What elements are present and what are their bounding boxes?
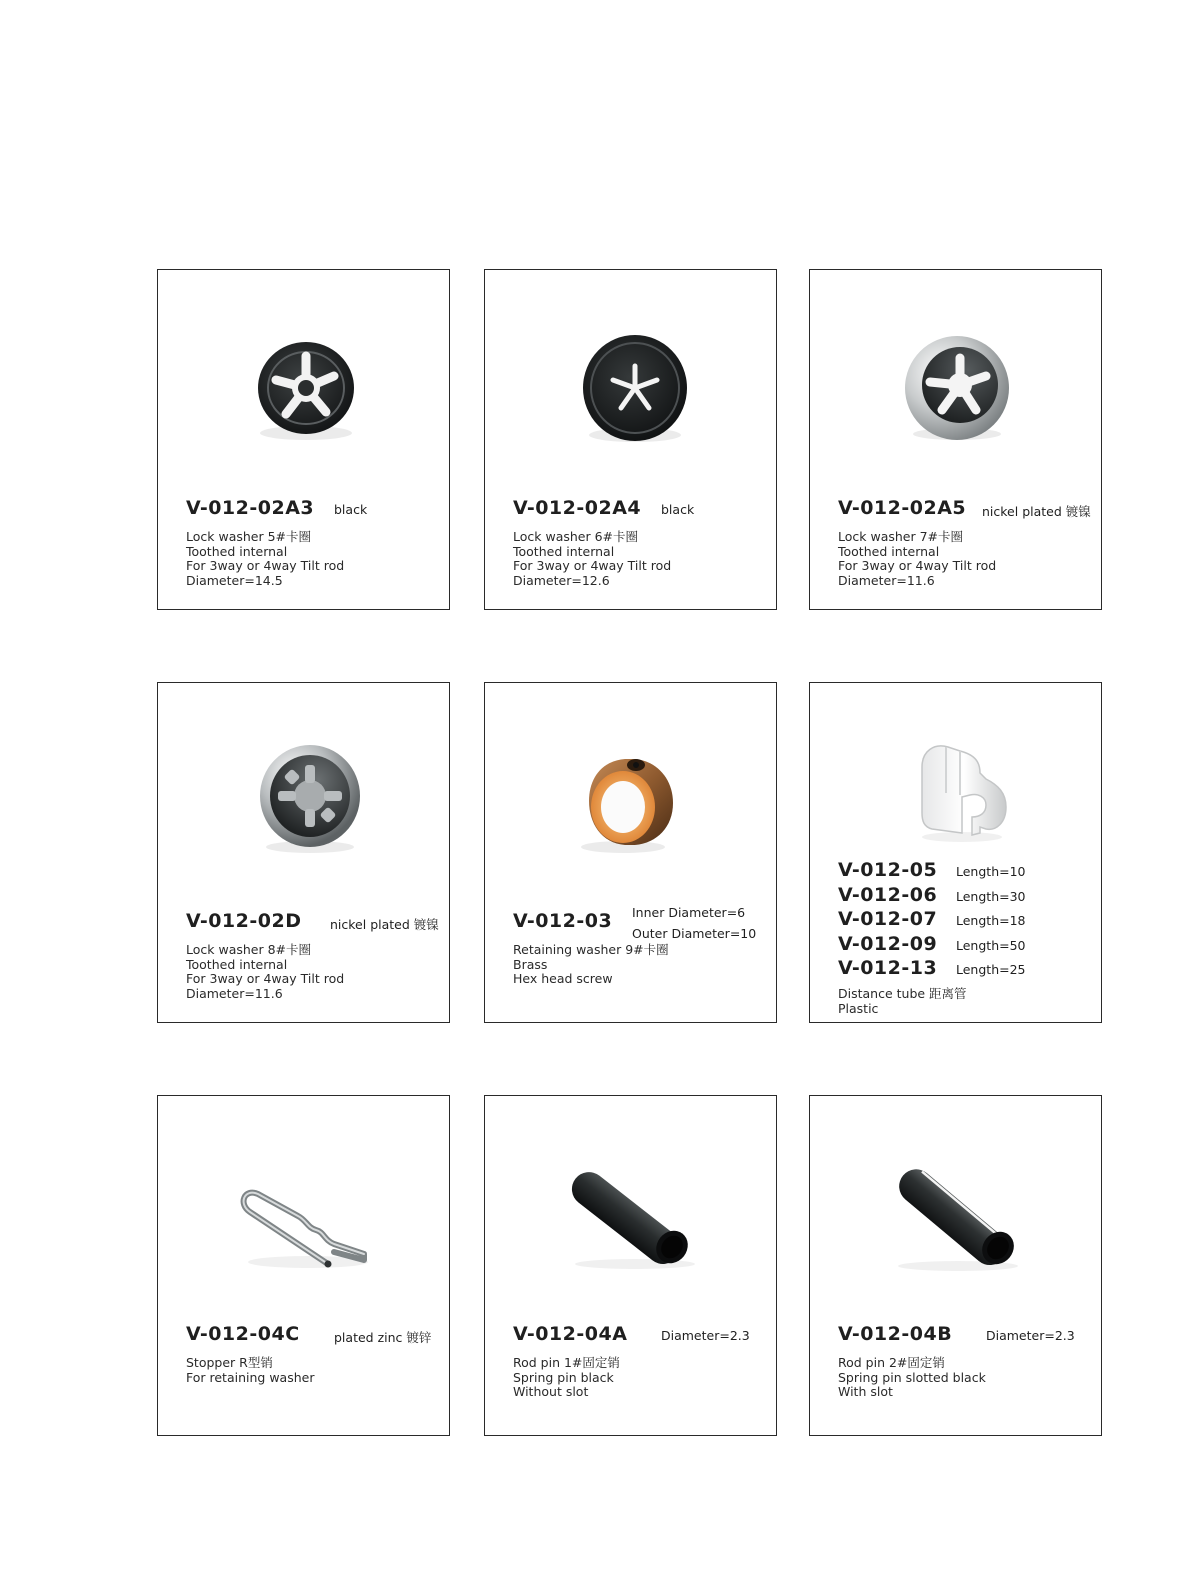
product-description	[186, 530, 344, 588]
description-line: For 3way or 4way Tilt rod	[513, 558, 672, 574]
lock-washer-nickel-image	[810, 310, 1101, 460]
product-finish: plated zinc 镀锌	[334, 1330, 432, 1345]
outer-diameter-label: Outer Diameter=10	[632, 926, 757, 941]
description-line: Lock washer 6#卡圈	[513, 529, 639, 544]
description-line: Brass	[513, 956, 548, 972]
description-line: With slot	[838, 1384, 893, 1400]
description-line: Toothed internal	[186, 543, 288, 559]
rod-pin-image	[485, 1136, 776, 1286]
product-card	[809, 1095, 1102, 1436]
variant-code: V-012-09	[838, 932, 938, 955]
description-line: Spring pin black	[513, 1369, 614, 1385]
variant-row	[838, 957, 1026, 982]
variant-row	[838, 884, 1026, 909]
description-line: Toothed internal	[513, 543, 615, 559]
variant-row	[838, 859, 1026, 884]
product-code: V-012-02A3	[186, 497, 315, 519]
product-finish: black	[334, 502, 368, 517]
description-line: Toothed internal	[838, 543, 940, 559]
product-card	[809, 682, 1102, 1023]
product-card	[157, 1095, 450, 1436]
variant-length: Length=18	[956, 913, 1026, 929]
variant-length: Length=10	[956, 864, 1026, 879]
description-line: Diameter=12.6	[513, 572, 610, 588]
product-card	[484, 269, 777, 610]
product-code: V-012-03	[513, 910, 613, 932]
description-line: Stopper R型销	[186, 1355, 273, 1370]
slotted-rod-pin-image	[810, 1136, 1101, 1286]
description-line: Hex head screw	[513, 971, 613, 987]
lock-washer-black-image	[485, 310, 776, 460]
variant-code: V-012-13	[838, 957, 938, 980]
variant-code: V-012-07	[838, 908, 938, 931]
description-line: Without slot	[513, 1384, 589, 1400]
product-card	[157, 682, 450, 1023]
description-line: Diameter=11.6	[838, 572, 935, 588]
plastic-distance-tube-image	[810, 733, 1101, 853]
product-finish: nickel plated 镀镍	[982, 504, 1091, 519]
description-line: Lock washer 8#卡圈	[186, 942, 312, 957]
description-line: For retaining washer	[186, 1369, 315, 1385]
product-description	[513, 1356, 620, 1400]
variant-row	[838, 933, 1026, 958]
description-line: For 3way or 4way Tilt rod	[186, 971, 345, 987]
product-description	[838, 987, 967, 1016]
variant-list	[838, 859, 1026, 982]
r-clip-stopper-image	[158, 1136, 449, 1286]
description-line: Plastic	[838, 1000, 879, 1016]
product-code: V-012-02D	[186, 910, 302, 932]
variant-length: Length=30	[956, 888, 1026, 904]
description-line: Spring pin slotted black	[838, 1369, 986, 1385]
variant-length: Length=25	[956, 962, 1026, 978]
lock-washer-black-image	[158, 310, 449, 460]
description-line: Diameter=11.6	[186, 985, 283, 1001]
product-code: V-012-04C	[186, 1323, 300, 1345]
product-code: V-012-04A	[513, 1323, 628, 1345]
variant-code: V-012-05	[838, 859, 938, 881]
product-finish: nickel plated 镀镍	[330, 917, 439, 932]
product-finish: black	[661, 502, 695, 517]
lock-washer-nickel-image	[158, 723, 449, 873]
product-code: V-012-02A5	[838, 497, 967, 519]
product-description	[513, 530, 671, 588]
description-line: Toothed internal	[186, 956, 288, 972]
description-line: For 3way or 4way Tilt rod	[838, 558, 997, 574]
product-description	[186, 943, 344, 1001]
brass-retaining-washer-image	[485, 723, 776, 873]
description-line: Lock washer 7#卡圈	[838, 529, 964, 544]
product-card	[157, 269, 450, 610]
product-description	[513, 943, 669, 987]
description-line: Lock washer 5#卡圈	[186, 529, 312, 544]
product-description	[838, 1356, 986, 1400]
product-diameter: Diameter=2.3	[986, 1328, 1075, 1343]
variant-length: Length=50	[956, 937, 1026, 953]
description-line: Rod pin 1#固定销	[513, 1355, 620, 1370]
product-card	[809, 269, 1102, 610]
product-description	[186, 1356, 314, 1385]
description-line: Rod pin 2#固定销	[838, 1355, 945, 1370]
product-card	[484, 682, 777, 1023]
product-card	[484, 1095, 777, 1436]
inner-diameter-label: Inner Diameter=6	[632, 905, 746, 920]
description-line: Retaining washer 9#卡圈	[513, 942, 669, 957]
description-line: Diameter=14.5	[186, 572, 283, 588]
product-code: V-012-02A4	[513, 497, 642, 519]
variant-code: V-012-06	[838, 883, 938, 906]
description-line: For 3way or 4way Tilt rod	[186, 558, 345, 574]
product-code: V-012-04B	[838, 1323, 953, 1345]
description-line: Distance tube 距离管	[838, 986, 967, 1001]
product-description	[838, 530, 996, 588]
variant-row	[838, 908, 1026, 933]
product-diameter: Diameter=2.3	[661, 1328, 750, 1343]
